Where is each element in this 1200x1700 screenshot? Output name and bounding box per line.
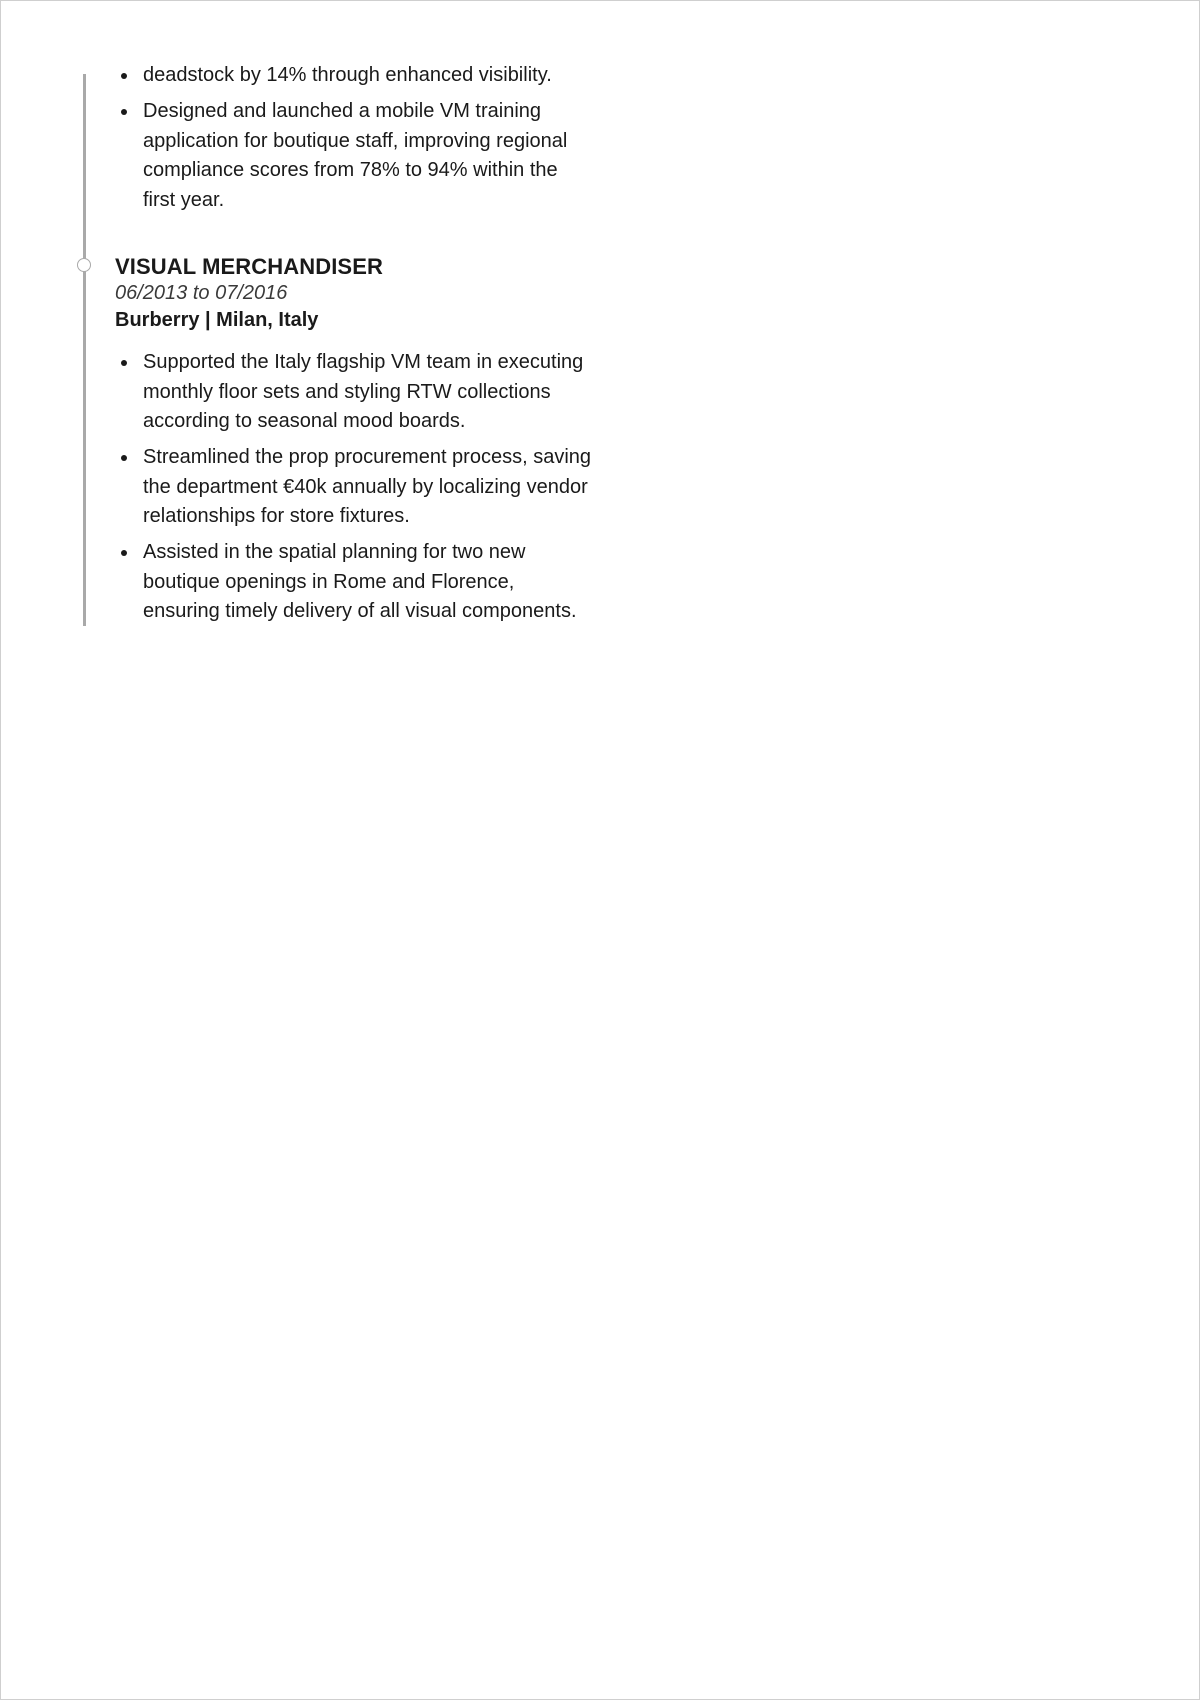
bullet-item: Designed and launched a mobile VM training application for boutique staff, improving regional compliance scores from 78% to 94% within the first year. (143, 97, 595, 215)
bullet-item: Supported the Italy flagship VM team in executing monthly floor sets and styling RTW collections according to seasonal mood boards. (143, 348, 595, 437)
bullet-item: Assisted in the spatial planning for two new boutique openings in Rome and Florence, ensuring timely delivery of all visual components. (143, 538, 595, 627)
job-title: VISUAL MERCHANDISER (115, 254, 383, 279)
job-company: Burberry | Milan, Italy (115, 309, 319, 331)
job-entry (115, 253, 595, 627)
bullet-item: deadstock by 14% through enhanced visibility. (143, 61, 595, 91)
timeline-node-icon (77, 258, 91, 272)
previous-job-bullets (115, 61, 595, 215)
job-bullets (115, 348, 595, 627)
experience-section (115, 61, 595, 633)
job-dates: 06/2013 to 07/2016 (115, 282, 288, 304)
timeline-line (83, 74, 86, 626)
bullet-item: Streamlined the prop procurement process, saving the department €40k annually by localizing vendor relationships for store fixtures. (143, 443, 595, 532)
